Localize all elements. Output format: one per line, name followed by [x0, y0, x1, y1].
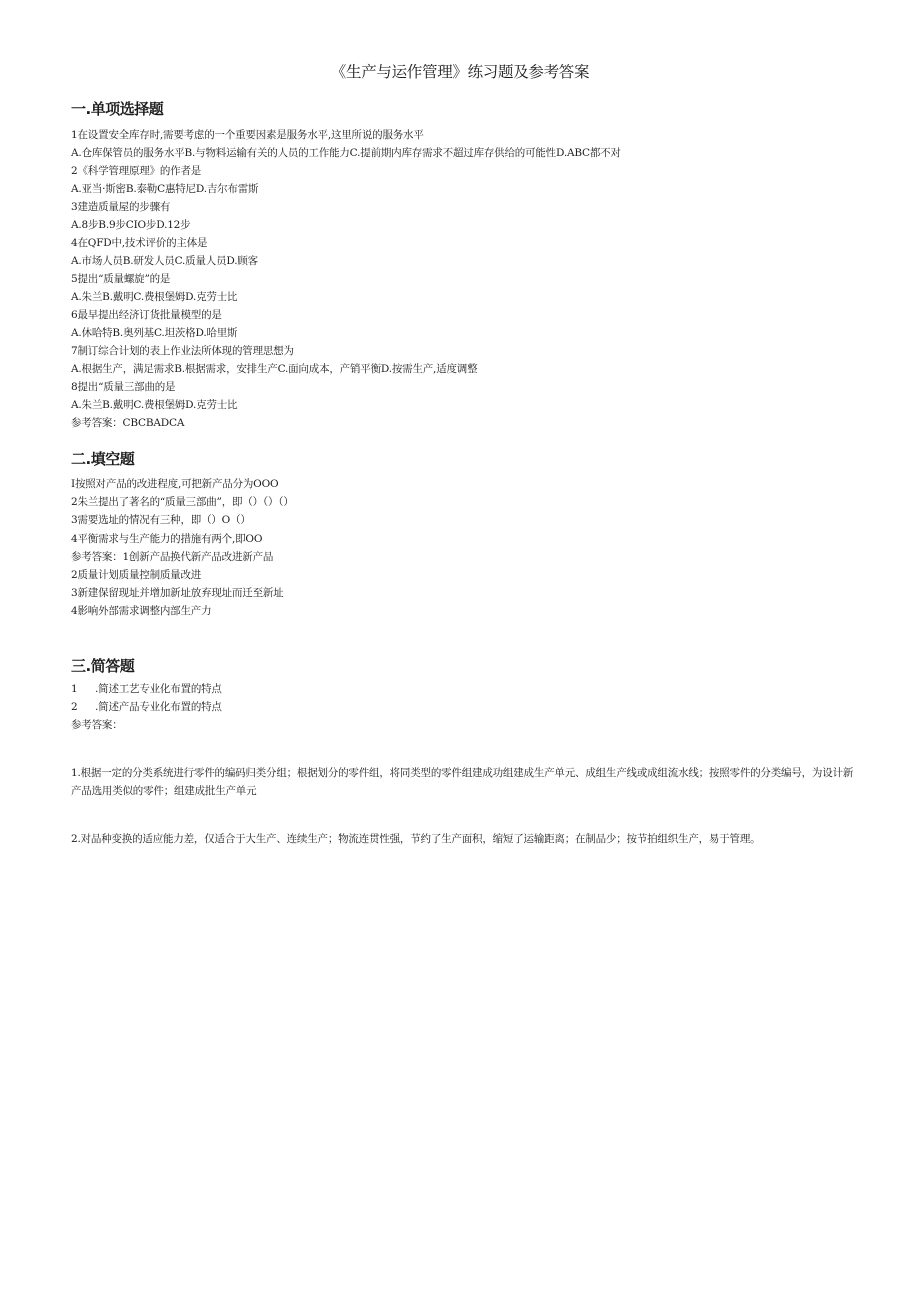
question-line: 1在设置安全库存时,需要考虑的一个重要因素是服务水平,这里所说的服务水平: [71, 129, 424, 141]
option-line: A.亚当·斯密B.泰勒C惠特尼D.吉尔布雷斯: [71, 183, 259, 195]
question-line: 3建造质量屋的步骤有: [71, 201, 171, 213]
option-line: A.休哈特B.奥列基C.坦茨格D.哈里斯: [71, 327, 238, 339]
answer-line: 2质量计划质量控制质量改进: [71, 569, 202, 581]
option-line: A.仓库保管员的服务水平B.与物料运输有关的人员的工作能力C.提前期内库存需求不超过库存供给的可能性D.ABC都不对: [71, 147, 621, 159]
question-number: 1: [71, 683, 78, 695]
option-line: A.市场人员B.研发人员C.质量人员D.顾客: [71, 255, 258, 267]
question-item: [71, 700, 222, 714]
question-line: 7制订综合计划的表上作业法所体现的管理思想为: [71, 345, 294, 357]
answer-key-line: 参考答案：CBCBADCA: [71, 417, 185, 429]
document-title: 《生产与运作管理》练习题及参考答案: [330, 63, 590, 81]
answer-line: 3新建保留现址并增加新址放弃现址而迁至新址: [71, 587, 284, 599]
question-line: 4在QFD中,技术评价的主体是: [71, 237, 208, 249]
question-line: 5提出“质量螺旋”的是: [71, 273, 171, 285]
question-line: 4平衡需求与生产能力的措施有两个,即OO: [71, 533, 263, 545]
question-line: I按照对产品的改进程度,可把新产品分为OOO: [71, 478, 279, 490]
question-line: 3需要选址的情况有三种，即（）O（）: [71, 514, 251, 526]
answer-paragraph-1: 1.根据一定的分类系统进行零件的编码归类分组；根据划分的零件组，将同类型的零件组建成功组建成生产单元、成组生产线或成组流水线；按照零件的分类编号，为设计新产品选用类似的零件；组建成批生产单元: [71, 767, 854, 797]
question-number: 2: [71, 701, 78, 713]
answer-line: 4影响外部需求调整内部生产力: [71, 605, 212, 617]
question-line: 2《科学管理原理》的作者是: [71, 165, 202, 177]
section-heading-single-choice: 一.单项选择题: [71, 100, 164, 118]
question-text: .简述工艺专业化布置的特点: [95, 683, 222, 695]
option-line: A.根据生产，满足需求B.根据需求，安排生产C.面向成本，产销平衡D.按需生产,适度调整: [71, 363, 478, 375]
question-line: 2朱兰提出了著名的“质量三部曲”，即（）（）（）: [71, 496, 294, 508]
question-item: [71, 682, 222, 696]
section-heading-short-answer: 三.简答题: [71, 657, 135, 675]
answer-label: 参考答案：: [71, 719, 123, 731]
option-line: A.8步B.9步CIO步D.12步: [71, 219, 191, 231]
question-line: 6最早提出经济订货批量模型的是: [71, 309, 222, 321]
question-line: 8提出“质量三部曲的是: [71, 381, 176, 393]
section-heading-fill-in: 二.填空题: [71, 450, 135, 468]
question-text: .简述产品专业化布置的特点: [95, 701, 222, 713]
option-line: A.朱兰B.戴明C.费根堡姆D.克劳士比: [71, 291, 238, 303]
answer-key-line: 参考答案：1创新产品换代新产品改进新产品: [71, 551, 274, 563]
option-line: A.朱兰B.戴明C.费根堡姆D.克劳士比: [71, 399, 238, 411]
answer-paragraph-2: 2.对品种变换的适应能力差，仅适合于大生产、连续生产；物流连贯性强，节约了生产面积，缩短了运输距离；在制品少；按节拍组织生产，易于管理。: [71, 833, 761, 845]
